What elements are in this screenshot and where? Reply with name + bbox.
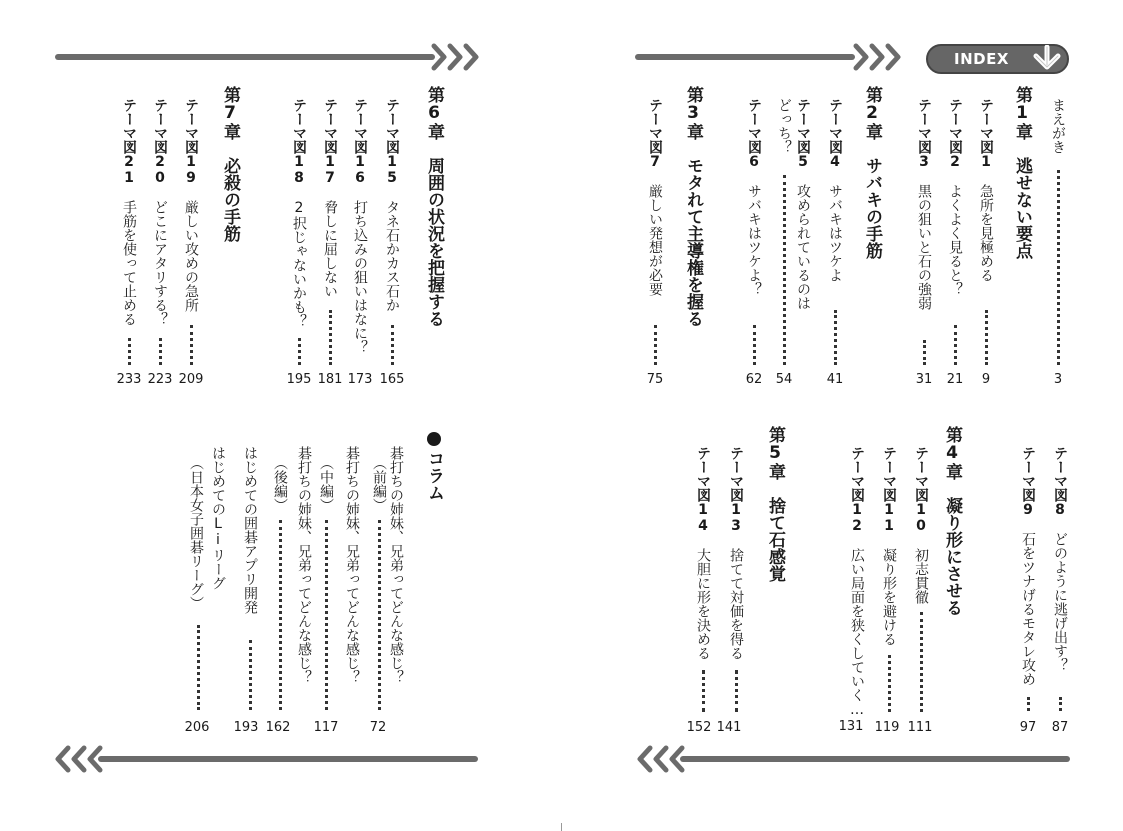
leader-dots [654, 325, 659, 365]
leader-dots [159, 338, 164, 365]
page-number: 209 [178, 372, 204, 387]
theme-12: テーマ図12 広い局面を狭くしていく… [849, 446, 865, 718]
chevron-left-icon [52, 744, 104, 774]
chapter-3-title: 第3章 モタれて主導権を握る [683, 86, 703, 327]
leader-dots [735, 670, 740, 712]
theme-11: テーマ図11 凝り形を避ける [881, 446, 897, 646]
top-left-bar [55, 54, 435, 60]
page-number: 87 [1051, 720, 1069, 735]
page-number: 9 [981, 372, 991, 387]
theme-13: テーマ図13 捨てて対価を得る [728, 446, 744, 660]
column-entry-5-sub: （日本女子囲碁リーグ） [188, 456, 204, 610]
page-number: 193 [233, 720, 259, 735]
page-number: 41 [826, 372, 844, 387]
page-number: 141 [716, 720, 742, 735]
theme-14: テーマ図14 大胆に形を決める [695, 446, 711, 660]
page-number: 111 [907, 720, 933, 735]
right-page [562, 0, 1123, 831]
theme-5: テーマ図5 攻められているのは [795, 98, 811, 310]
leader-dots [329, 310, 334, 365]
chapter-7-title: 第7章 必殺の手筋 [220, 86, 240, 242]
column-entry-1: 碁打ちの姉妹、兄弟ってどんな感じ？ [388, 446, 404, 684]
theme-17: テーマ図17 脅しに屈しない [322, 98, 338, 298]
page-number: 119 [874, 720, 900, 735]
column-section-title: コラム [424, 450, 444, 501]
page-number: 173 [347, 372, 373, 387]
chapter-4-title: 第4章 凝り形にさせる [942, 426, 962, 616]
column-entry-3-sub: （後編） [272, 456, 288, 512]
leader-dots [190, 325, 195, 365]
theme-10: テーマ図10 初志貫徹 [913, 446, 929, 604]
chapter-1-title: 第1章 逃せない要点 [1012, 86, 1032, 259]
column-entry-4: はじめての囲碁アプリ開発 [242, 446, 258, 614]
column-entry-5: はじめてのLiリーグ [210, 446, 226, 590]
page-number: 131 [838, 719, 864, 734]
page-number: 162 [265, 720, 291, 735]
theme-5-continued: どっち？ [776, 98, 792, 154]
theme-1: テーマ図1 急所を見極める [978, 98, 994, 282]
page-number: 181 [317, 372, 343, 387]
leader-dots [378, 520, 383, 710]
column-entry-1-sub: （前編） [371, 456, 387, 512]
chapter-6-title: 第6章 周囲の状況を把握する [424, 86, 444, 327]
leader-dots [1027, 697, 1032, 711]
theme-9: テーマ図9 石をツナげるモタレ攻め [1020, 446, 1036, 686]
page-number: 72 [369, 720, 387, 735]
theme-6: テーマ図6 サバキはツケよ？ [746, 98, 762, 296]
index-tab [926, 44, 1069, 74]
page-number: 21 [946, 372, 964, 387]
leader-dots [1057, 170, 1062, 365]
page-number: 54 [775, 372, 793, 387]
theme-4: テーマ図4 サバキはツケよ [827, 98, 843, 282]
leader-dots [954, 325, 959, 365]
bottom-right-bar [680, 756, 1070, 762]
leader-dots [325, 520, 330, 710]
leader-dots [923, 340, 928, 365]
index-label: INDEX [954, 50, 1009, 68]
page-number: 165 [379, 372, 405, 387]
top-right-bar [635, 54, 855, 60]
leader-dots [783, 175, 788, 365]
theme-7: テーマ図7 厳しい発想が必要 [647, 98, 663, 296]
bottom-left-bar [98, 756, 478, 762]
leader-dots [888, 655, 893, 712]
theme-15: テーマ図15 タネ石かカス石か [384, 98, 400, 312]
leader-dots [298, 338, 303, 365]
preface-entry: まえがき [1050, 98, 1066, 154]
theme-19: テーマ図19 厳しい攻めの急所 [183, 98, 199, 312]
leader-dots [985, 310, 990, 365]
leader-dots [702, 670, 707, 712]
leader-dots [197, 625, 202, 710]
theme-16: テーマ図16 打ち込みの狙いはなに？ [352, 98, 368, 354]
leader-dots [128, 338, 133, 365]
leader-dots [1059, 697, 1064, 711]
bullet-icon [427, 432, 441, 446]
chapter-5-title: 第5章 捨て石感覚 [765, 426, 785, 582]
page-number: 75 [646, 372, 664, 387]
page-number: 152 [686, 720, 712, 735]
leader-dots [920, 612, 925, 712]
leader-dots [753, 325, 758, 365]
theme-21: テーマ図21 手筋を使って止める [121, 98, 137, 326]
leader-dots [249, 640, 254, 710]
leader-dots [834, 310, 839, 365]
theme-18: テーマ図18 2択じゃないかも？ [291, 98, 307, 328]
column-entry-3: 碁打ちの姉妹、兄弟ってどんな感じ？ [296, 446, 312, 684]
page-number: 31 [915, 372, 933, 387]
column-entry-2: 碁打ちの姉妹、兄弟ってどんな感じ？ [344, 446, 360, 684]
page-number: 206 [184, 720, 210, 735]
chevron-left-icon [634, 744, 686, 774]
page-number: 223 [147, 372, 173, 387]
page-number: 97 [1019, 720, 1037, 735]
chapter-2-title: 第2章 サバキの手筋 [862, 86, 882, 259]
arrow-down-icon [1030, 45, 1064, 77]
chevron-right-icon [852, 42, 904, 72]
page-number: 117 [313, 720, 339, 735]
page-number: 233 [116, 372, 142, 387]
theme-3: テーマ図3 黒の狙いと石の強弱 [916, 98, 932, 310]
page-number: 3 [1053, 372, 1063, 387]
left-page [0, 0, 561, 831]
column-entry-2-sub: （中編） [318, 456, 334, 512]
leader-dots [391, 325, 396, 365]
page-number: 195 [286, 372, 312, 387]
page-number: 62 [745, 372, 763, 387]
theme-8: テーマ図8 どのように逃げ出す？ [1052, 446, 1068, 672]
theme-20: テーマ図20 どこにアタリする？ [152, 98, 168, 326]
chevron-right-icon [430, 42, 482, 72]
theme-2: テーマ図2 よくよく見ると？ [947, 98, 963, 296]
leader-dots [279, 520, 284, 710]
